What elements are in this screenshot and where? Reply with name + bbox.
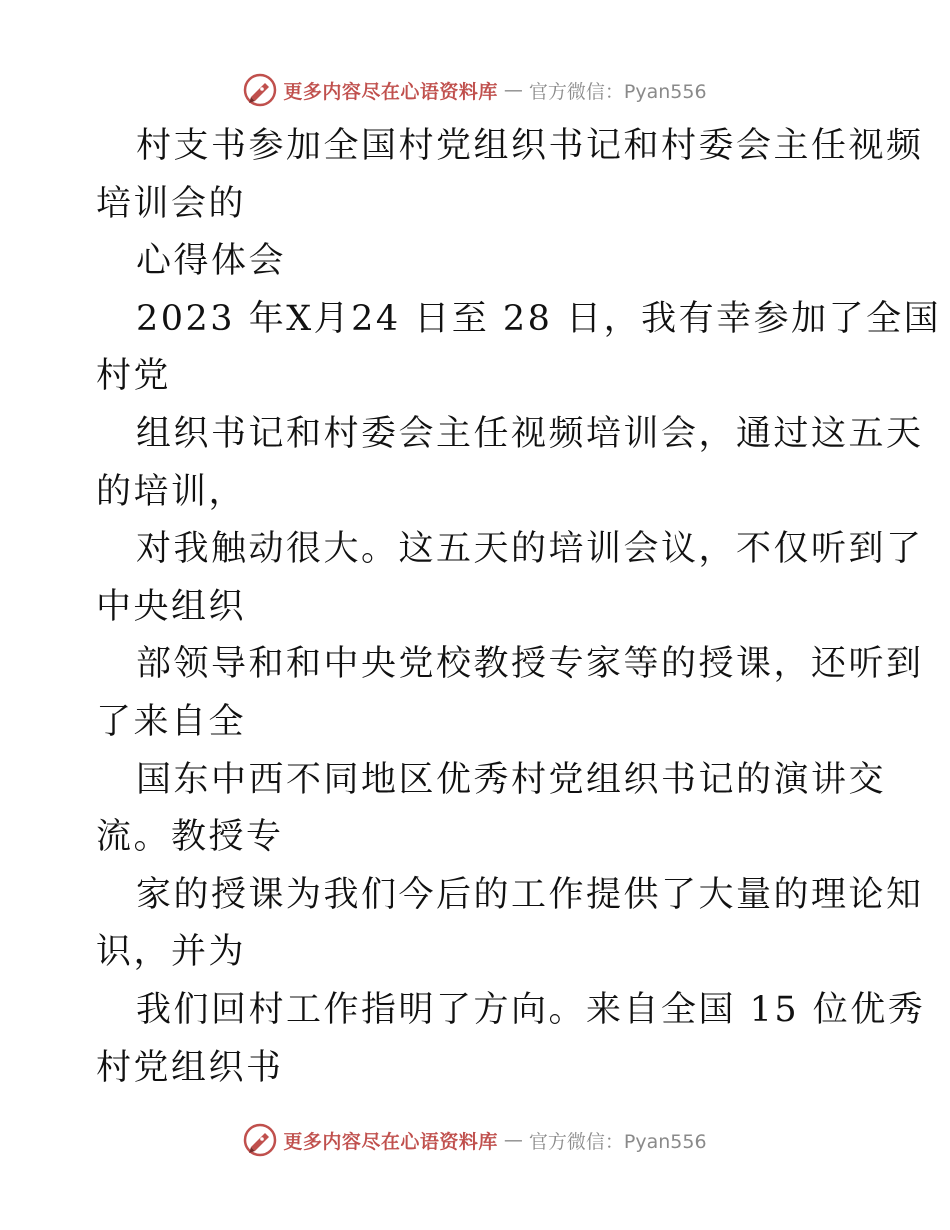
document-line: 对我触动很大。这五天的培训会议，不仅听到了: [136, 529, 924, 570]
document-line: 2023 年X月24 日至 28 日，我有幸参加了全国: [136, 298, 942, 339]
pen-nib-logo-icon: [243, 1123, 277, 1157]
watermark-text: 更多内容尽在心语资料库: [283, 1130, 498, 1153]
document-line: 心得体会: [136, 241, 287, 282]
watermark-contact: 官方微信：Pyan556: [528, 80, 707, 103]
document-line: 村支书参加全国村党组织书记和村委会主任视频: [136, 126, 924, 166]
header-watermark: [0, 70, 950, 110]
watermark-text: 更多内容尽在心语资料库: [283, 80, 498, 103]
footer-watermark: [0, 1120, 950, 1160]
document-line: 我们回村工作指明了方向。来自全国 15 位优秀: [136, 989, 926, 1030]
watermark-dash: —: [503, 79, 523, 101]
document-line: 部领导和和中央党校教授专家等的授课，还听到: [136, 644, 924, 685]
document-line: 识，并为: [96, 932, 247, 973]
document-line: 流。教授专: [96, 817, 284, 858]
pen-nib-logo-icon: [243, 73, 277, 107]
watermark-contact: 官方微信：Pyan556: [528, 1130, 707, 1153]
document-line: 国东中西不同地区优秀村党组织书记的演讲交: [136, 759, 887, 800]
document-line: 培训会的: [96, 183, 247, 224]
watermark-dash: —: [503, 1129, 523, 1151]
document-line: 村党组织书: [96, 1047, 284, 1088]
document-line: 家的授课为我们今后的工作提供了大量的理论知: [136, 874, 924, 915]
document-line: 组织书记和村委会主任视频培训会，通过这五天: [136, 413, 924, 454]
document-line: 中央组织: [96, 586, 247, 627]
document-body: [96, 118, 942, 1097]
document-line: 了来自全: [96, 701, 247, 742]
document-line: 的培训，: [96, 471, 247, 512]
document-line: 村党: [96, 356, 172, 397]
